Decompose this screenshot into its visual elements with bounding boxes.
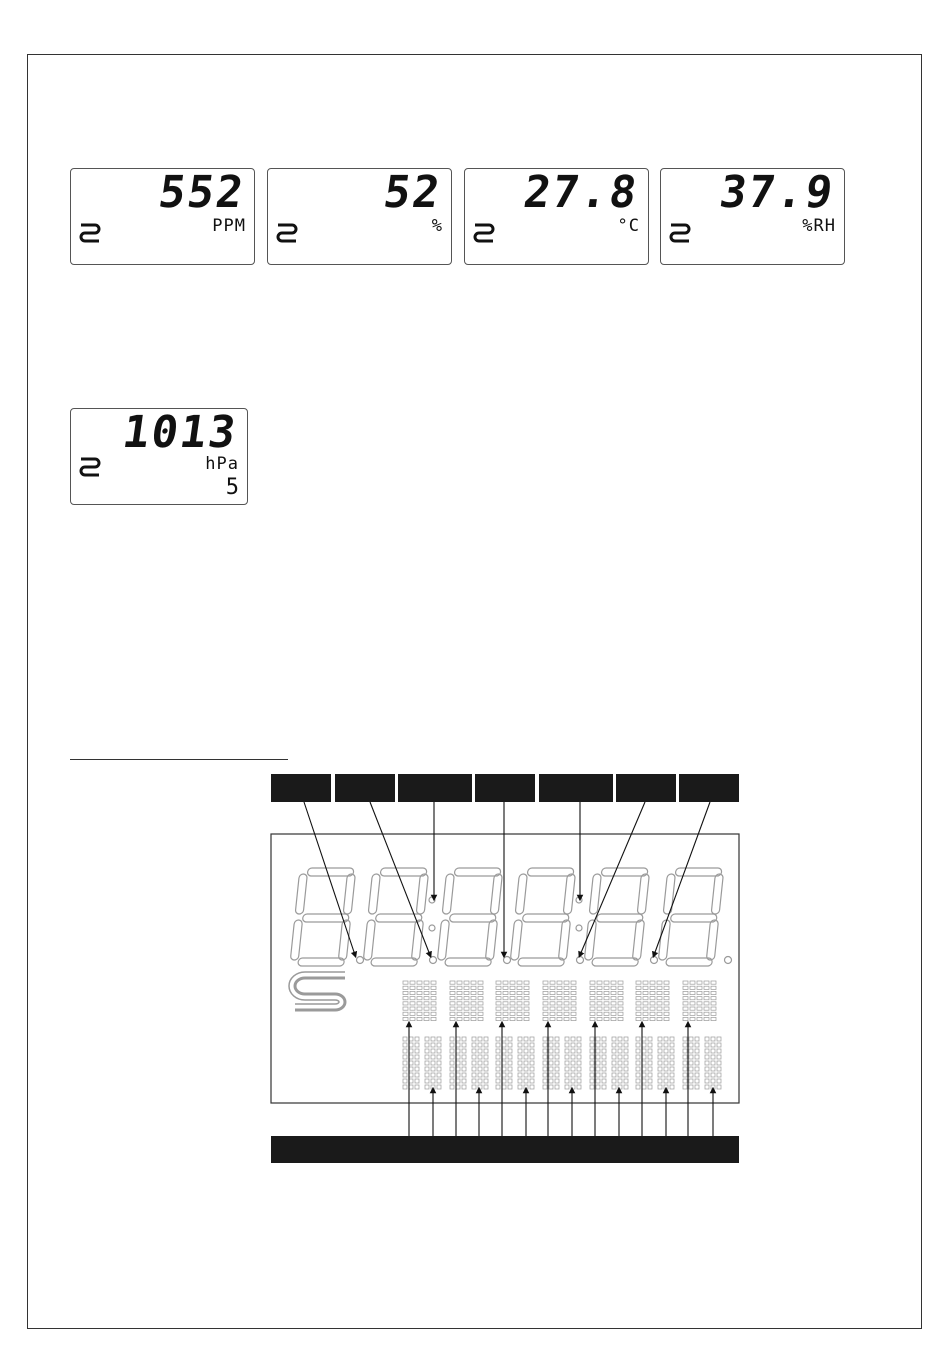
decimal-point xyxy=(357,957,364,964)
dot-matrix-char-7 xyxy=(683,981,721,1089)
decimal-point xyxy=(430,957,437,964)
digit-5 xyxy=(584,868,650,966)
dot-matrix-characters xyxy=(403,981,721,1089)
digit-3 xyxy=(437,868,503,966)
colon-dot xyxy=(576,897,582,903)
lcd-value: 37.9 xyxy=(716,167,838,218)
top-label-bar xyxy=(539,774,613,802)
lcd-unit: % xyxy=(431,216,443,236)
lcd-value: 52 xyxy=(380,167,445,218)
top-label-bar xyxy=(679,774,739,802)
top-label-bar xyxy=(335,774,395,802)
dot-matrix-char-5 xyxy=(590,981,628,1089)
lcd-value: 1013 xyxy=(119,407,241,458)
decimal-point xyxy=(725,957,732,964)
leader-line xyxy=(370,802,430,955)
lcd-unit: PPM xyxy=(212,216,246,236)
lcd-value: 27.8 xyxy=(520,167,642,218)
top-label-bar xyxy=(616,774,676,802)
colon-dot xyxy=(429,925,435,931)
top-label-bar xyxy=(271,774,331,802)
decimal-point xyxy=(504,957,511,964)
lcd-unit: %RH xyxy=(802,216,836,236)
lcd-extra-value: 5 xyxy=(225,475,239,500)
lcd-unit: hPa xyxy=(205,454,239,474)
decimal-point xyxy=(577,957,584,964)
bottom-label-bar xyxy=(271,1136,739,1163)
leader-line xyxy=(654,802,710,955)
top-label-bar xyxy=(475,774,535,802)
digit-1 xyxy=(290,868,356,966)
seven-segment-digits xyxy=(290,868,732,966)
lcd-unit: °C xyxy=(617,216,640,236)
digit-4 xyxy=(510,868,576,966)
top-label-bar xyxy=(398,774,472,802)
s-logo-icon xyxy=(289,972,345,1010)
dot-matrix-char-4 xyxy=(543,981,581,1089)
colon-dot xyxy=(576,925,582,931)
lcd-value: 552 xyxy=(155,167,248,218)
digit-2 xyxy=(363,868,429,966)
decimal-point xyxy=(651,957,658,964)
